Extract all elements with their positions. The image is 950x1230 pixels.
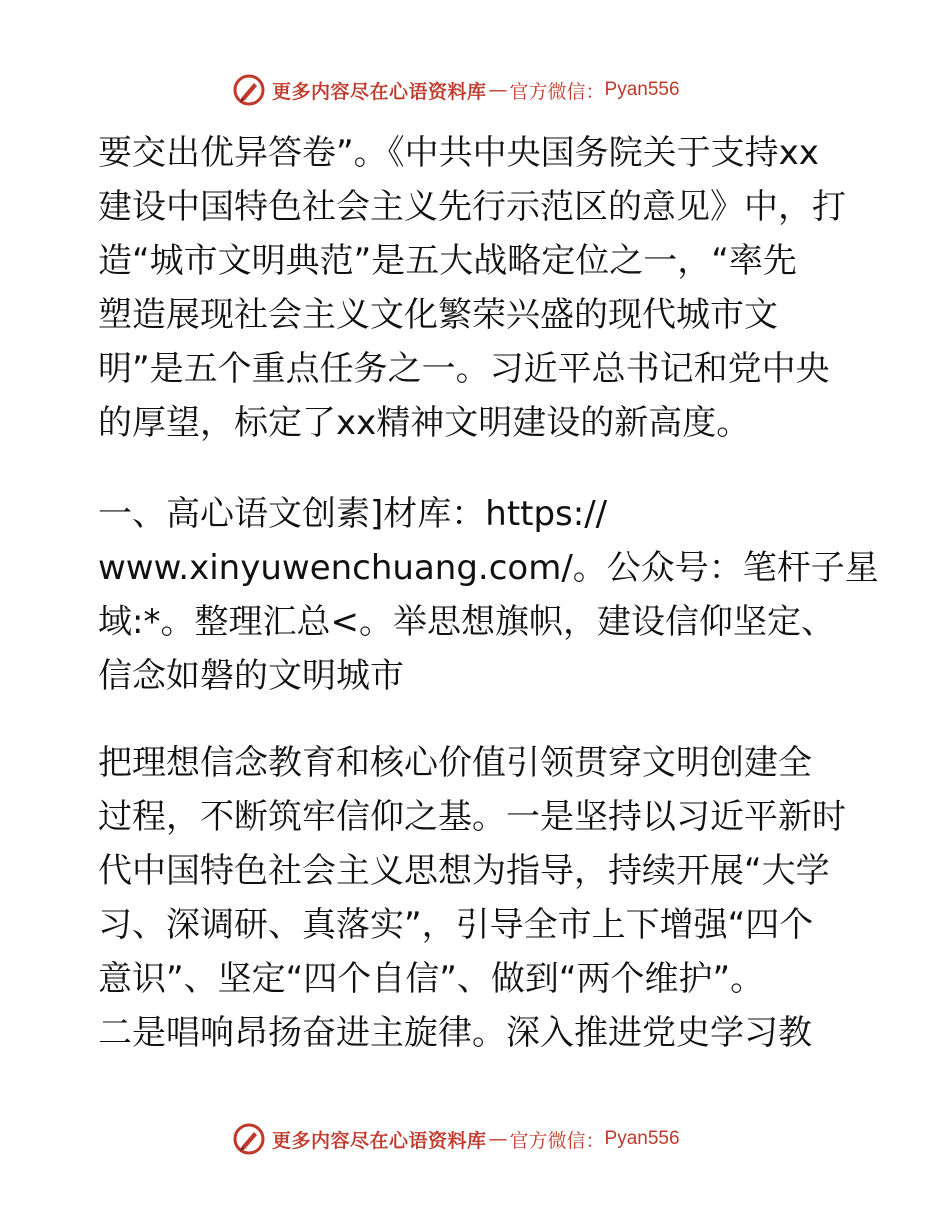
pen-logo-icon bbox=[232, 73, 266, 107]
watermark-wechat-id: Pyan556 bbox=[604, 1128, 680, 1149]
paragraph-1 bbox=[98, 126, 858, 450]
heading-line: www.xinyuwenchuang.com/。公众号：笔杆子星 bbox=[98, 548, 879, 588]
text-line: 习、深调研、真落实”，引导全市上下增强“四个 bbox=[98, 905, 814, 945]
watermark-wechat-label: 官方微信： bbox=[509, 1129, 605, 1152]
footer-watermark bbox=[232, 1119, 680, 1159]
pen-logo-icon bbox=[232, 1122, 266, 1156]
section-heading bbox=[98, 487, 879, 703]
heading-line: 一、高心语文创素]材库：https:// bbox=[98, 494, 608, 534]
text-line: 意识”、坚定“四个自信”、做到“两个维护”。 bbox=[98, 959, 765, 999]
text-line: 过程，不断筑牢信仰之基。一是坚持以习近平新时 bbox=[98, 797, 846, 837]
text-line: 要交出优异答卷”。《中共中央国务院关于支持xx bbox=[98, 133, 819, 173]
text-line: 二是唱响昂扬奋进主旋律。深入推进党史学习教 bbox=[98, 1013, 812, 1053]
text-line: 造“城市文明典范”是五大战略定位之一，“率先 bbox=[98, 241, 797, 281]
text-line: 明”是五个重点任务之一。习近平总书记和党中央 bbox=[98, 349, 830, 389]
watermark-main-text: 更多内容尽在心语资料库 bbox=[272, 1129, 487, 1152]
heading-line: 域:*。整理汇总<。举思想旗帜，建设信仰坚定、 bbox=[98, 602, 835, 642]
text-line: 塑造展现社会主义文化繁荣兴盛的现代城市文 bbox=[98, 295, 778, 335]
header-watermark bbox=[232, 70, 680, 110]
heading-line: 信念如磐的文明城市 bbox=[98, 656, 404, 696]
watermark-dash: — bbox=[488, 1128, 508, 1150]
text-line: 的厚望，标定了xx精神文明建设的新高度。 bbox=[98, 403, 751, 443]
text-line: 代中国特色社会主义思想为指导，持续开展“大学 bbox=[98, 851, 830, 891]
watermark-wechat-label: 官方微信： bbox=[509, 80, 605, 103]
watermark-main-text: 更多内容尽在心语资料库 bbox=[272, 80, 487, 103]
watermark-dash: — bbox=[488, 79, 508, 101]
text-line: 把理想信念教育和核心价值引领贯穿文明创建全 bbox=[98, 743, 812, 783]
paragraph-2 bbox=[98, 736, 858, 1060]
watermark-wechat-id: Pyan556 bbox=[604, 79, 680, 100]
text-line: 建设中国特色社会主义先行示范区的意见》中，打 bbox=[98, 187, 846, 227]
